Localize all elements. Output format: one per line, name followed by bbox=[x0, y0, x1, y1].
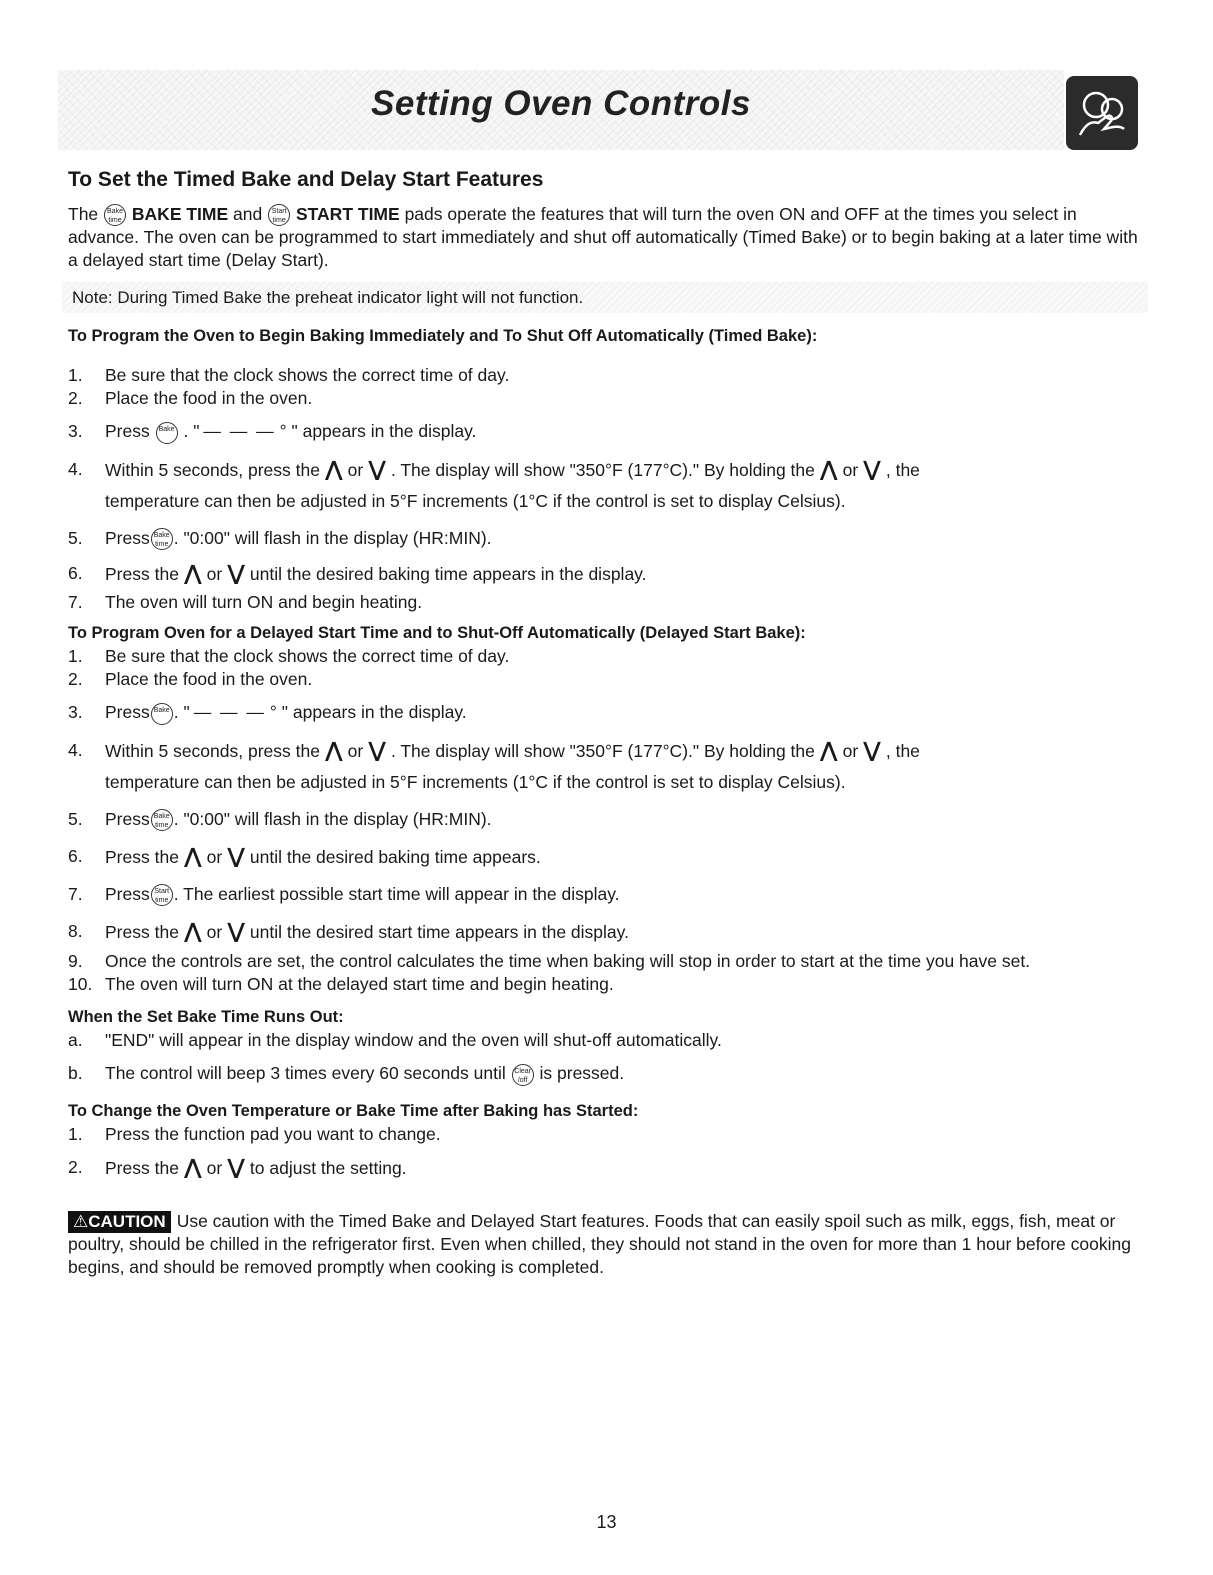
list-item: 1. Press the function pad you want to change. bbox=[68, 1123, 441, 1144]
list-item: 1. Be sure that the clock shows the correct time of day. bbox=[68, 365, 510, 386]
up-arrow-icon: ⋀ bbox=[819, 738, 838, 762]
up-arrow-icon: ⋀ bbox=[819, 457, 838, 481]
up-arrow-icon: ⋀ bbox=[183, 562, 202, 586]
list-item: 7. Press Start time . The earliest possible start time will appear in the display. bbox=[68, 883, 620, 905]
header-banner bbox=[58, 70, 1064, 150]
caution-text: Use caution with the Timed Bake and Delayed Start features. Foods that can easily spoil such as milk, eggs, fish, meat or poultry, should be chilled in the refrigerator first. Even when chilled, they should not stand in the oven for more than 1 hour before cooking begins, and should be removed promptly when cooking is completed. bbox=[68, 1210, 1131, 1277]
down-arrow-icon: ⋁ bbox=[227, 562, 245, 586]
down-arrow-icon: ⋁ bbox=[863, 457, 881, 481]
delayed-start-steps bbox=[68, 645, 1148, 996]
list-item: 2. Place the food in the oven. bbox=[68, 388, 313, 409]
down-arrow-icon: ⋁ bbox=[368, 738, 386, 762]
bake-time-pad-icon: Bake time bbox=[151, 528, 173, 550]
list-item: 4. Within 5 seconds, press the ⋀ or ⋁ . The display will show "350°F (177°C)." By holding the ⋀ or ⋁ , the temperature can then be adjusted in 5°F increments (1°C if the control is set to display Celsius). bbox=[68, 738, 920, 792]
up-arrow-icon: ⋀ bbox=[183, 920, 202, 944]
page-title: Setting Oven Controls bbox=[371, 84, 751, 123]
start-time-pad-icon: Start time bbox=[151, 884, 173, 906]
list-item: 5. Press Bake time . "0:00" will flash in the display (HR:MIN). bbox=[68, 808, 492, 829]
list-item: 2. Press the ⋀ or ⋁ to adjust the setting. bbox=[68, 1155, 407, 1179]
intro-text: The bbox=[68, 204, 99, 224]
oven-controls-icon bbox=[1066, 76, 1138, 150]
down-arrow-icon: ⋁ bbox=[227, 1155, 245, 1179]
list-item: 6. Press the ⋀ or ⋁ until the desired baking time appears. bbox=[68, 844, 541, 868]
list-item: b. The control will beep 3 times every 60 seconds until Clear /off is pressed. bbox=[68, 1063, 625, 1084]
list-item: 2. Place the food in the oven. bbox=[68, 669, 313, 690]
caution-badge: ⚠CAUTION bbox=[68, 1211, 171, 1233]
list-item: 3. Press Bake . " — — — ° " appears in the display. bbox=[68, 701, 1148, 724]
runs-out-heading: When the Set Bake Time Runs Out: bbox=[68, 1008, 344, 1027]
up-arrow-icon: ⋀ bbox=[183, 844, 202, 868]
change-heading: To Change the Oven Temperature or Bake Time after Baking has Started: bbox=[68, 1101, 639, 1120]
section-title: To Set the Timed Bake and Delay Start Features bbox=[68, 168, 544, 191]
bake-time-pad-icon: Bake time bbox=[104, 204, 126, 226]
intro-paragraph bbox=[68, 203, 1148, 272]
list-item: 1. Be sure that the clock shows the correct time of day. bbox=[68, 646, 510, 667]
list-item: 6. Press the ⋀ or ⋁ until the desired baking time appears in the display. bbox=[68, 562, 647, 586]
up-arrow-icon: ⋀ bbox=[183, 1155, 202, 1179]
list-item: 4. Within 5 seconds, press the ⋀ or ⋁ . The display will show "350°F (177°C)." By holding the ⋀ or ⋁ , the temperature can then be adjusted in 5°F increments (1°C if the control is set to display Celsius). bbox=[68, 457, 920, 511]
down-arrow-icon: ⋁ bbox=[368, 457, 386, 481]
bake-time-pad-icon: Bake time bbox=[151, 809, 173, 831]
list-item: 9. Once the controls are set, the control calculates the time when baking will stop in order to start at the time you have set. bbox=[68, 951, 1031, 972]
down-arrow-icon: ⋁ bbox=[863, 738, 881, 762]
list-item: 10. The oven will turn ON at the delayed start time and begin heating. bbox=[68, 974, 614, 995]
start-time-pad-icon: Start time bbox=[268, 204, 290, 226]
bake-time-label: BAKE TIME bbox=[131, 204, 229, 224]
list-item: 7. The oven will turn ON and begin heating. bbox=[68, 592, 423, 613]
timed-bake-heading: To Program the Oven to Begin Baking Immediately and To Shut Off Automatically (Timed Bake): bbox=[68, 327, 818, 346]
bake-pad-icon: Bake bbox=[151, 703, 173, 725]
intro-text: pads operate the features that will turn the oven ON and OFF at the times you select in advance. The oven can be programmed to start immediately and shut off automatically (Timed Bake) or to begin baking at a later time with a delayed start time (Delay Start). bbox=[68, 204, 1138, 271]
page-number: 13 bbox=[596, 1512, 617, 1532]
list-item: 8. Press the ⋀ or ⋁ until the desired start time appears in the display. bbox=[68, 920, 629, 944]
caution-paragraph bbox=[68, 1210, 1148, 1279]
start-time-label: START TIME bbox=[295, 204, 400, 224]
runs-out-list bbox=[68, 1029, 1148, 1085]
down-arrow-icon: ⋁ bbox=[227, 920, 245, 944]
up-arrow-icon: ⋀ bbox=[324, 457, 343, 481]
bake-pad-icon: Bake bbox=[156, 422, 178, 444]
hand-dial-icon bbox=[1072, 83, 1132, 143]
down-arrow-icon: ⋁ bbox=[227, 844, 245, 868]
up-arrow-icon: ⋀ bbox=[324, 738, 343, 762]
main-content bbox=[68, 168, 1148, 1279]
delayed-start-heading: To Program Oven for a Delayed Start Time and to Shut-Off Automatically (Delayed Start Bake): bbox=[68, 624, 806, 643]
timed-bake-steps bbox=[68, 364, 1148, 614]
list-item: 3. Press Bake . " — — — ° " appears in the display. bbox=[68, 420, 1148, 443]
note-bar: Note: During Timed Bake the preheat indicator light will not function. bbox=[62, 282, 1148, 313]
clear-off-pad-icon: Clear /off bbox=[512, 1064, 534, 1086]
list-item: 5. Press Bake time . "0:00" will flash in the display (HR:MIN). bbox=[68, 527, 492, 549]
intro-text: and bbox=[233, 204, 263, 224]
change-steps bbox=[68, 1123, 1148, 1180]
list-item: a. "END" will appear in the display window and the oven will shut-off automatically. bbox=[68, 1030, 722, 1051]
